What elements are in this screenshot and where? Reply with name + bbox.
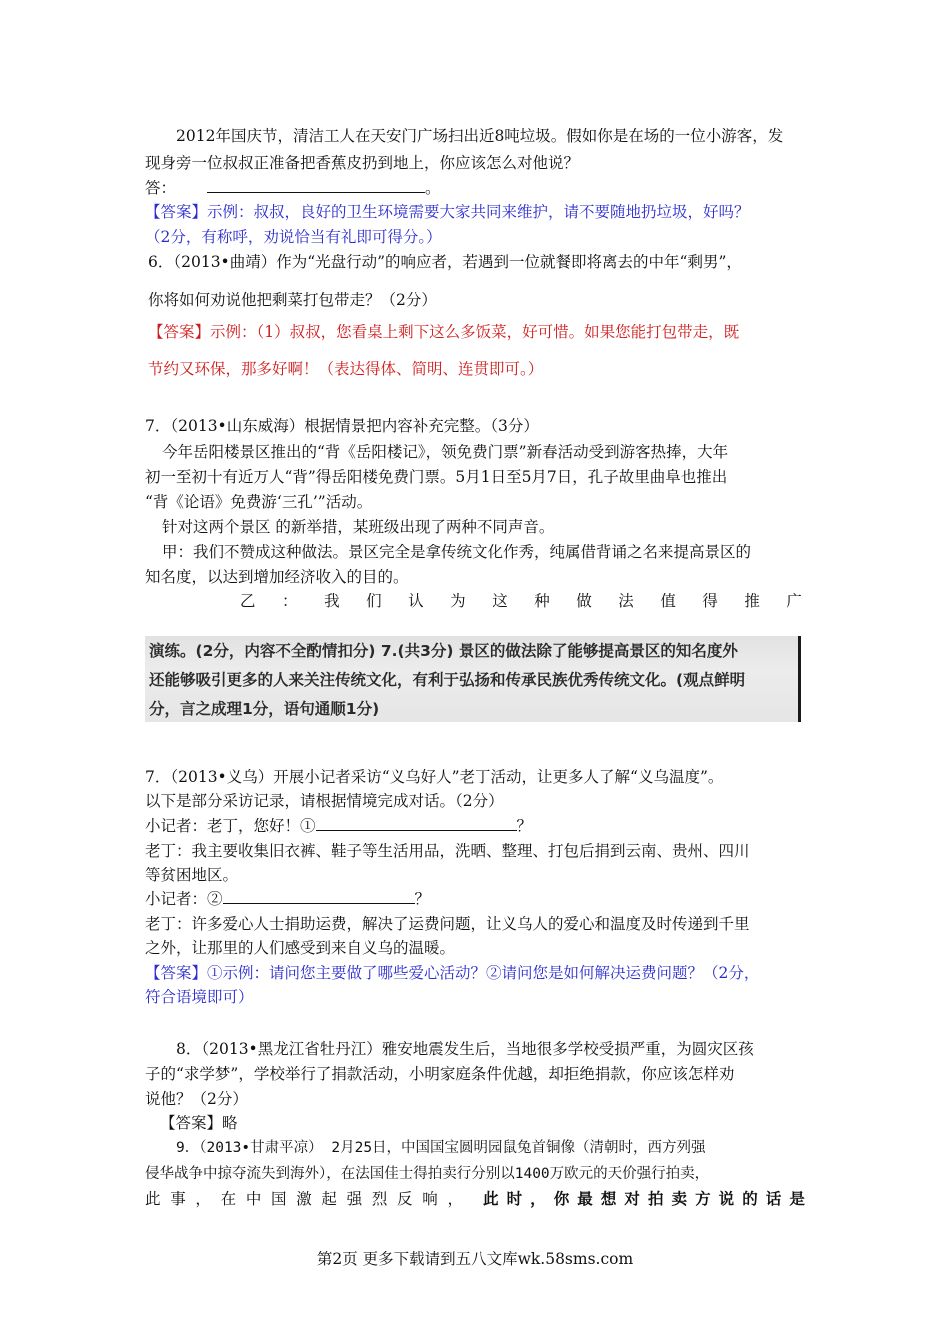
q8-line-1: 8．（2013•黑龙江省牡丹江）雅安地震发生后，当地很多学校受损严重，为圆灾区孩 [176, 1040, 754, 1058]
yi-char: 推 [744, 592, 760, 610]
q7b-blank-1[interactable] [316, 816, 517, 831]
q9-line-1: 9．（2013•甘肃平凉） 2月25日，中国国宝圆明园鼠兔首铜像（清朝时，西方列强 [176, 1140, 706, 1156]
q7b-question-1-label: 小记者：老丁，您好！① [145, 817, 316, 835]
q7b-q1-end: ？ [516, 817, 533, 835]
q9-line-3-normal [145, 1188, 463, 1210]
q8-answer: 【答案】略 [160, 1114, 238, 1132]
q9-char: ， [195, 1190, 211, 1208]
yi-char: 为 [450, 592, 466, 610]
q9-bold-char: 的 [742, 1190, 758, 1208]
q7a-line-2: 今年岳阳楼景区推出的“背《岳阳楼记》，领免费门票”新春活动受到游客热捧，大年 [162, 443, 729, 461]
q9-char: 此 [145, 1190, 161, 1208]
q7b-line-7: 老丁：许多爱心人士捐助运费，解决了运费问题，让义乌人的爱心和温度及时传递到千里 [145, 915, 750, 933]
scan-line-3: 分，言之成理1分，语句通顺1分) [149, 700, 380, 718]
q6-answer-1: 【答案】示例：（1）叔叔，您看桌上剩下这么多饭菜，好可惜。如果您能打包带走，既 [148, 323, 740, 341]
yi-char: 乙 [240, 592, 256, 610]
q9-char: ， [447, 1190, 463, 1208]
q7b-line-3 [145, 815, 532, 837]
q9-char: 强 [346, 1190, 363, 1208]
q9-char: 事 [170, 1190, 186, 1208]
q7a-line-4: “背《论语》免费游‘三孔’”活动。 [145, 493, 373, 511]
q6-line-1: 6．（2013•曲靖）作为“光盘行动”的响应者，若遇到一位就餐即将离去的中年“剩男”， [148, 253, 742, 271]
q7b-line-1: 7．（2013•义乌）开展小记者采访“义乌好人”老丁活动，让更多人了解“义乌温度”。 [145, 768, 724, 786]
q7a-line-3: 初一至初十有近万人“背”得岳阳楼免费门票。5月1日至5月7日，孔子故里曲阜也推出 [145, 468, 728, 486]
q9-char: 反 [397, 1190, 413, 1208]
yi-char: ： [282, 592, 298, 610]
intro-line-2: 现身旁一位叔叔正准备把香蕉皮扔到地上，你应该怎么对他说？ [145, 154, 580, 172]
q9-bold-char: 你 [553, 1190, 570, 1208]
q6-answer-2: 节约又环保，那多好啊！（表达得体、简明、连贯即可。） [148, 360, 544, 378]
yi-char: 认 [408, 592, 424, 610]
scanned-answer-image [145, 636, 801, 722]
page-footer: 第2页 更多下载请到五八文库wk.58sms.com [316, 1250, 634, 1268]
q7b-line-5: 等贫困地区。 [145, 866, 239, 884]
q8-line-2: 子的“求学梦”，学校举行了捐款活动，小明家庭条件优越，却拒绝捐款，你应该怎样劝 [145, 1065, 735, 1083]
yi-char: 得 [702, 592, 718, 610]
answer-label: 答： [145, 179, 177, 197]
q7b-answer-1: 【答案】①示例：请问您主要做了哪些爱心活动？②请问您是如何解决运费问题？（2分， [145, 964, 760, 982]
q7a-yi-line [240, 590, 802, 612]
q7b-line-8: 之外，让那里的人们感受到来自义乌的温暖。 [145, 939, 456, 957]
intro-answer-1: 【答案】示例：叔叔，良好的卫生环境需要大家共同来维护，请不要随地扔垃圾，好吗？ [145, 203, 750, 221]
q7b-line-6 [145, 888, 430, 910]
scan-edge [798, 636, 801, 722]
q9-bold-char: 说 [718, 1190, 735, 1208]
q9-bold-char: 时 [506, 1190, 523, 1208]
q7b-q2-end: ？ [414, 890, 431, 908]
q9-line-2: 侵华战争中掠夺流失到海外），在法国佳士得拍卖行分别以1400万欧元的天价强行拍卖， [145, 1166, 710, 1182]
yi-char: 值 [660, 592, 676, 610]
q9-char: 响 [422, 1190, 438, 1208]
q9-bold-char: ， [530, 1190, 546, 1208]
q8-line-3: 说他？（2分） [145, 1090, 248, 1108]
q9-bold-char: 方 [695, 1190, 711, 1208]
intro-answer-2: （2分，有称呼，劝说恰当有礼即可得分。） [145, 228, 442, 246]
yi-char: 这 [492, 592, 508, 610]
q9-bold-char: 话 [765, 1190, 782, 1208]
scan-line-1: 演练。(2分，内容不全酌情扣分) 7.(共3分) 景区的做法除了能够提高景区的知名度外 [149, 642, 738, 660]
intro-answer-line [145, 177, 440, 199]
q6-line-2: 你将如何劝说他把剩菜打包带走？（2分） [148, 291, 437, 309]
q9-char: 在 [220, 1190, 237, 1208]
q9-line-3-bold [483, 1188, 805, 1210]
q9-bold-char: 拍 [647, 1190, 664, 1208]
q7b-line-4: 老丁：我主要收集旧衣裤、鞋子等生活用品，洗晒、整理、打包后捐到云南、贵州、四川 [145, 842, 750, 860]
intro-line-1: 2012年国庆节，清洁工人在天安门广场扫出近8吨垃圾。假如你是在场的一位小游客，发 [176, 127, 784, 145]
q7a-line-5: 针对这两个景区 的新举措，某班级出现了两种不同声音。 [162, 518, 555, 536]
answer-end: 。 [424, 179, 441, 197]
yi-char: 我 [324, 592, 340, 610]
scan-line-2: 还能够吸引更多的人来关注传统文化，有利于弘扬和传承民族优秀传统文化。(观点鲜明 [149, 671, 746, 689]
q9-char: 烈 [371, 1190, 388, 1208]
q7a-line-7: 知名度，以达到增加经济收入的目的。 [145, 568, 409, 586]
q9-bold-char: 此 [483, 1190, 499, 1208]
yi-char: 们 [366, 592, 382, 610]
q9-bold-char: 是 [789, 1190, 805, 1208]
q9-char: 国 [271, 1190, 287, 1208]
q9-char: 激 [296, 1190, 312, 1208]
q7b-answer-2: 符合语境即可） [145, 988, 254, 1006]
q9-bold-char: 最 [577, 1190, 593, 1208]
answer-blank[interactable] [207, 178, 425, 193]
q7b-line-2: 以下是部分采访记录，请根据情境完成对话。（2分） [145, 792, 504, 810]
yi-char: 种 [534, 592, 550, 610]
q9-char: 起 [321, 1190, 337, 1208]
yi-char: 法 [618, 592, 634, 610]
q9-bold-char: 卖 [671, 1190, 688, 1208]
q7a-line-1: 7．（2013•山东威海）根据情景把内容补充完整。（3分） [145, 417, 539, 435]
q7b-question-2-label: 小记者：② [145, 890, 223, 908]
yi-char: 广 [786, 592, 802, 610]
q9-char: 中 [245, 1190, 262, 1208]
q7b-blank-2[interactable] [223, 889, 415, 904]
q7a-line-6: 甲：我们不赞成这种做法。景区完全是拿传统文化作秀，纯属借背诵之名来提高景区的 [162, 543, 752, 561]
q9-bold-char: 想 [600, 1190, 617, 1208]
q9-bold-char: 对 [624, 1190, 640, 1208]
q9-line-3 [145, 1188, 805, 1210]
yi-char: 做 [576, 592, 592, 610]
